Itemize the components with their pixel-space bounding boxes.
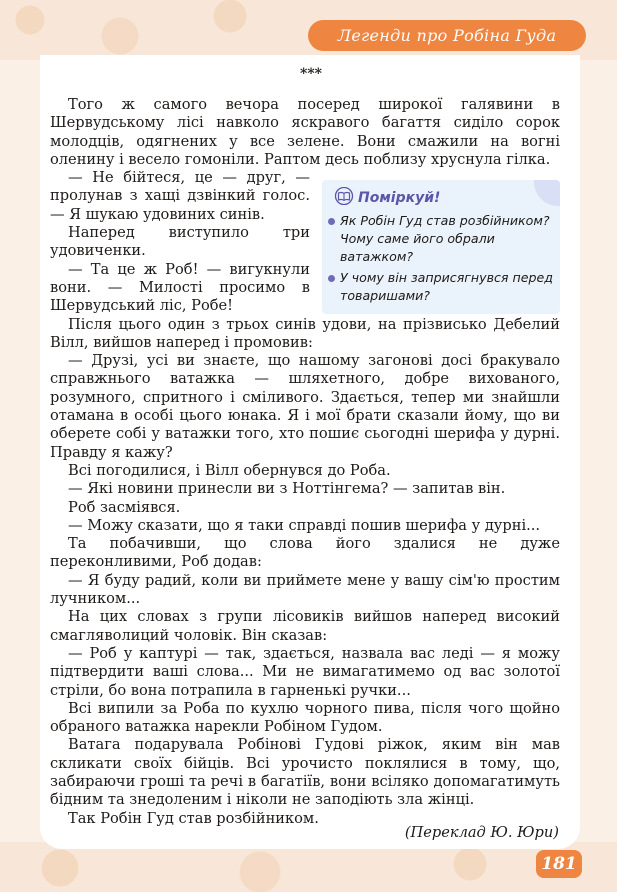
callout-title [334, 187, 440, 209]
paragraph: — Можу сказати, що я таки справді пошив шерифа у дурні... [68, 516, 541, 534]
bullet-dot [328, 218, 335, 225]
paragraph: — Друзі, усі ви знаєте, що нашому загонові досі бракувало справжнього ватажка — шляхетного, добре вихованого, розумного, спритного і сміливого. Здається, тепер ми знайшли отамана в особі цього юнака. Я і мої брати сказали йому, що ви оберете собі у ватажки того, хто пошиє сьогодні шерифа у дурні. Правду я кажу? [50, 352, 560, 461]
paragraph: — Роб у каптурі — так, здається, назвала вас леді — я можу підтвердити ваші слова... Ми не вимагатимемо од вас золотої стріли, бо вона потрапила в гарненькі ручки... [50, 644, 560, 699]
paragraph: — Не бійтеся, це — друг, — пролунав з хащі дзвінкий голос. — Я шукаю удовиних синів. [50, 169, 310, 223]
question-text: Як Робін Гуд став розбійником? Чому саме його обрали ватажком? [340, 213, 550, 264]
paragraph: Всі випили за Роба по кухлю чорного пива, після чого щойно обраного ватажка нарекли Робіном Гудом. [50, 699, 560, 736]
paragraph: — Які новини принесли ви з Ноттінгема? — запитав він. [68, 480, 506, 498]
callout-title-text: Поміркуй! [358, 190, 441, 206]
paragraph: — Та це ж Роб! — вигукнули вони. — Милості просимо в Шервудський ліс, Робе! [50, 260, 310, 315]
paragraph: — Я буду радий, коли ви приймете мене у вашу сім'ю простим лучником... [50, 571, 560, 608]
paragraph: Так Робін Гуд став розбійником. [68, 809, 319, 827]
paragraph: Роб засміявся. [68, 498, 181, 516]
decorative-bottom-border [0, 842, 617, 892]
bullet-dot [328, 275, 335, 282]
question-text: У чому він заприсягнувся перед товаришами? [340, 270, 553, 303]
chapter-header: Легенди про Робіна Гуда [308, 20, 586, 51]
section-separator: *** [300, 66, 322, 82]
paragraph: Всі погодилися, і Вілл обернувся до Роба. [68, 461, 391, 479]
think-callout [322, 180, 560, 314]
translation-credit: (Переклад Ю. Юри) [404, 824, 559, 841]
paragraph: На цих словах з групи лісовиків вийшов наперед високий смагляволиций чоловік. Він сказав: [50, 608, 560, 644]
paragraph: Того ж самого вечора посеред широкої галявини в Шервудському лісі навколо яскравого багаття сиділо сорок молодців, одягнених у все зелене. Вони смажили на вогні оленину і весело гомоніли. Раптом десь поблизу хруснула гілка. [50, 96, 560, 168]
paragraph: Наперед виступило три удовиченки. [50, 224, 310, 260]
callout-corner-decoration [534, 180, 560, 206]
paragraph: Та побачивши, що слова його здалися не дуже переконливими, Роб додав: [50, 535, 560, 571]
page-number: 181 [536, 850, 582, 878]
question-item [328, 269, 560, 305]
paragraph: Ватага подарувала Робінові Гудові ріжок, яким він мав скликати своїх бійців. Всі урочисто поклялися в тому, що, забираючи гроші та речі в багатіїв, вони всіляко допомагатимуть бідним та знедоленим і ніколи не заподіють зла жінці. [50, 736, 560, 809]
paragraph: Після цього один з трьох синів удови, на прізвисько Дебелий Вілл, вийшов наперед і промовив: [50, 315, 560, 351]
question-item [328, 212, 560, 266]
book-icon [334, 187, 358, 209]
